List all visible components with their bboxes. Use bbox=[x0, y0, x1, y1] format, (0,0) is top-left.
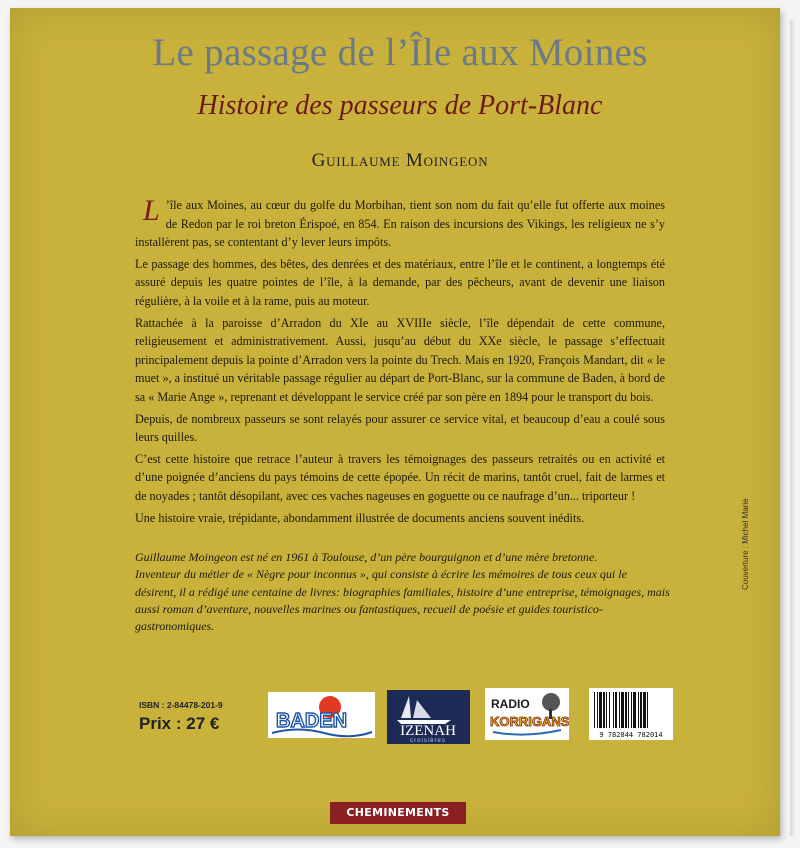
barcode-bar bbox=[603, 692, 605, 728]
isbn-label: ISBN : 2-84478-201-9 bbox=[139, 700, 223, 710]
baden-logo-text: BADEN bbox=[276, 710, 348, 732]
author-bio-line-1: Guillaume Moingeon est né en 1961 à Toulouse, d’un père bourguignon et d’une mère bretonne. bbox=[135, 550, 598, 564]
author-bio bbox=[135, 549, 670, 635]
barcode-bar bbox=[597, 692, 598, 728]
barcode-bar bbox=[625, 692, 627, 728]
barcode-bar bbox=[631, 692, 632, 728]
blurb-paragraph-6: Une histoire vraie, trépidante, abondamment illustrée de documents anciens souvent inédits. bbox=[135, 510, 585, 525]
publisher-label: CHEMINEMENTS bbox=[330, 802, 466, 824]
barcode-bar bbox=[628, 692, 629, 728]
barcode-bar bbox=[613, 692, 614, 728]
barcode-bar bbox=[609, 692, 610, 728]
korrigans-logo-text: KORRIGANS bbox=[490, 714, 569, 729]
blurb-paragraph-2: Le passage des hommes, des bêtes, des denrées et des matériaux, entre l’île et le continent, a longtemps été assuré depuis les quatre pointes de l’île, à la demande, par des pêcheurs, avant de devenir une liaison régulière, à la voile et à la rame, puis au moteur. bbox=[135, 256, 665, 308]
blurb-paragraph bbox=[135, 196, 665, 252]
barcode-bar bbox=[640, 692, 642, 728]
barcode-bar bbox=[643, 692, 646, 728]
baden-logo bbox=[268, 692, 375, 738]
author-name: Guillaume Moingeon bbox=[311, 150, 489, 171]
izenah-logo-subtext: croisières bbox=[410, 738, 446, 744]
radio-korrigans-logo bbox=[485, 688, 569, 740]
blurb-text bbox=[135, 196, 665, 530]
izenah-logo-text: IZENAH bbox=[400, 723, 456, 739]
izenah-logo-graphic bbox=[387, 690, 470, 744]
barcode-bar bbox=[599, 692, 602, 728]
author-bio-line-2: Inventeur du métier de « Nègre pour inconnus », qui consiste à écrire les mémoires de tous ceux qui le désirent, il a rédigé une centaine de livres: biographies familiales, histoire d’une entreprise, témoignages, mais aussi roman d’aventure, nouvelles marines ou fantastiques, recueil de poésie et guides touristico-gastronomiques. bbox=[135, 567, 670, 634]
book-title: Le passage de l’Île aux Moines bbox=[152, 31, 648, 74]
barcode-graphic bbox=[589, 688, 673, 740]
barcode-bar bbox=[621, 692, 624, 728]
barcode-bar bbox=[615, 692, 617, 728]
barcode-bar bbox=[594, 692, 595, 728]
barcode-digits: 9 782844 782014 bbox=[599, 731, 663, 739]
drop-cap: L bbox=[143, 194, 160, 227]
radio-korrigans-logo-graphic bbox=[485, 688, 569, 740]
blurb-paragraph-4: Depuis, de nombreux passeurs se sont relayés pour assurer ce service vital, et beaucoup d’eau a coulé sous leurs quilles. bbox=[135, 411, 665, 445]
blurb-paragraph-3: Rattachée à la paroisse d’Arradon du XIe au XVIIIe siècle, l’île dépendait de cette commune, religieusement et administrativement. Aussi, jusqu’au début du XXe siècle, le passage s’effectuait principalement depuis la pointe d’Arradon vers la pointe du Trech. Mais en 1920, François Mandart, dit « le muet », a institué un véritable passage régulier au départ de Port-Blanc, sur la commune de Baden, à bord de sa « Marie Ange », reprenant et développant le service créé par son père en 1894 pour le transport du bois. bbox=[135, 315, 665, 404]
barcode-bar bbox=[619, 692, 620, 728]
blurb-paragraph-1: ’île aux Moines, au cœur du golfe du Morbihan, tient son nom du fait qu’elle fut offerte aux moines de Redon par le roi breton Érispoé, en 854. En raison des incursions des Vikings, les religieux ne s’y installèrent pas, se contentant d’y lever leurs impôts. bbox=[135, 198, 665, 250]
barcode-bar bbox=[638, 692, 639, 728]
barcode-bar bbox=[647, 692, 648, 728]
price-label: Prix : 27 € bbox=[139, 714, 220, 733]
barcode-bar bbox=[606, 692, 607, 728]
isbn-barcode bbox=[589, 688, 673, 740]
book-subtitle: Histoire des passeurs de Port-Blanc bbox=[197, 90, 603, 121]
barcode-bar bbox=[633, 692, 636, 728]
blurb-paragraph-5: C’est cette histoire que retrace l’auteur à travers les témoignages des passeurs retraités ou en activité et d’une poignée d’anciens du pays témoins de cette épopée. Un récit de marins, tantôt cruel, fait de larmes et de noyades ; tantôt désopilant, avec ces vaches nageuses en goguette ou ce naufrage d’un... triporteur ! bbox=[135, 451, 665, 503]
cover-credit: Couverture : Michel Marie bbox=[741, 498, 750, 590]
radio-logo-text: RADIO bbox=[491, 697, 530, 711]
cover-edge-shadow bbox=[790, 20, 796, 836]
baden-logo-graphic bbox=[268, 692, 375, 738]
izenah-logo bbox=[387, 690, 470, 744]
